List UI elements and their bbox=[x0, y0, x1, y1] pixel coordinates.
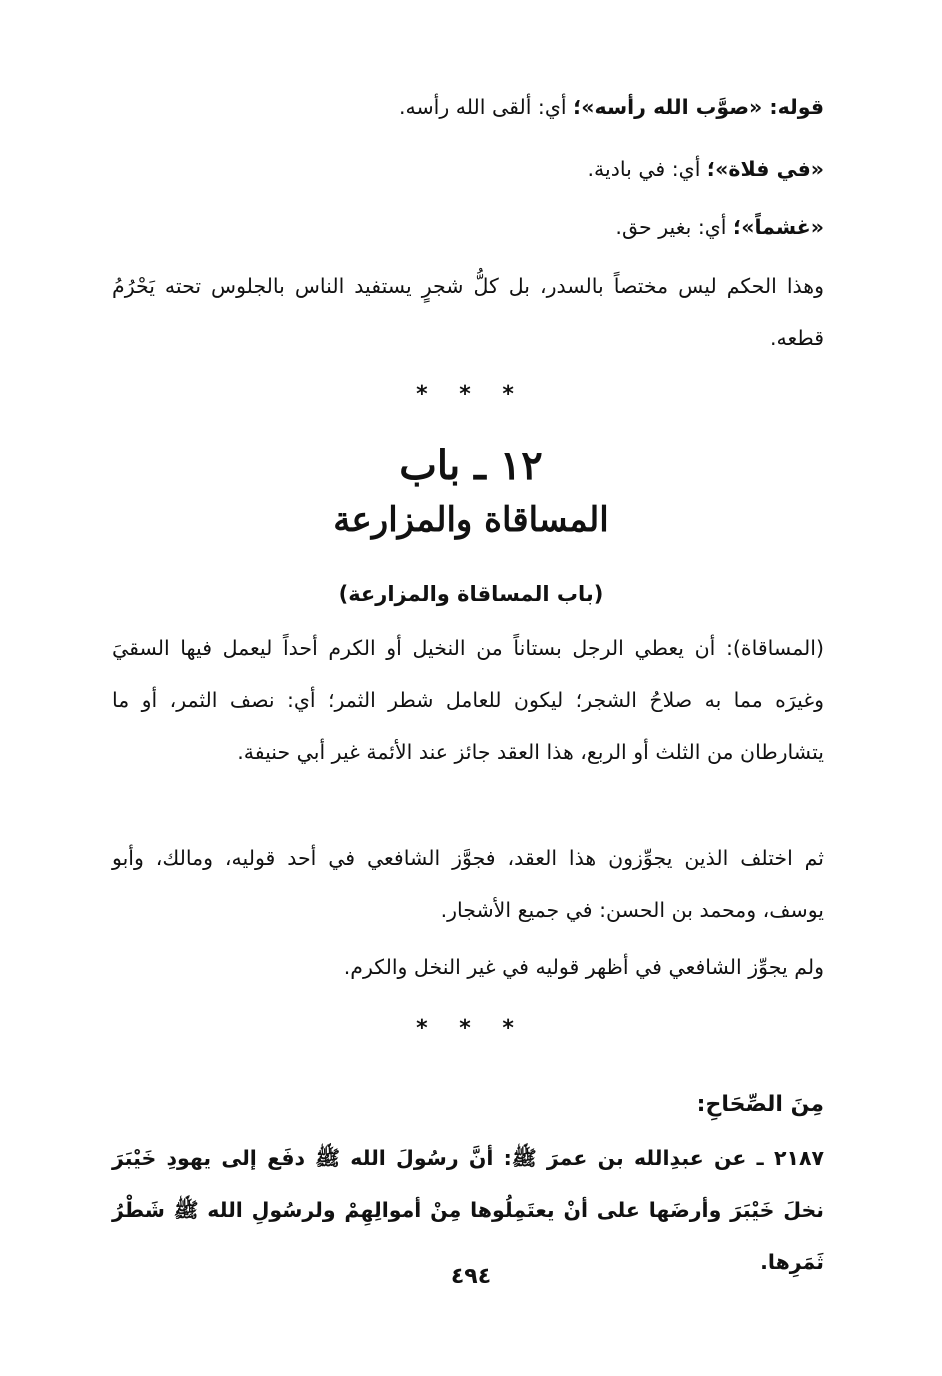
chapter-title: المساقاة والمزارعة bbox=[333, 500, 609, 540]
quoted-term: «في فلاة»؛ bbox=[706, 157, 824, 181]
hadith-text: ٢١٨٧ ـ عن عبدِالله بن عمرَ ﷺ: أنَّ رسُولَ الله ﷺ دفَع إلى يهودِ خَيْبَرَ نخلَ خَيْبَرَ وأرضَها على أنْ يعتَمِلُوها مِنْ أموالِهِمْ ولرسُولِ الله ﷺ شَطْرُ ثَمَرِها. bbox=[112, 1146, 824, 1274]
body-paragraph-2: ثم اختلف الذين يجوِّزون هذا العقد، فجوَّز الشافعي في أحد قوليه، ومالك، وأبو يوسف، ومحمد بن الحسن: في جميع الأشجار. bbox=[112, 846, 824, 922]
commentary-paragraph: وهذا الحكم ليس مختصاً بالسدر، بل كلُّ شجرٍ يستفيد الناس بالجلوس تحته يَحْرُمُ قطعه. bbox=[112, 274, 824, 350]
separator-stars: * * * bbox=[416, 1016, 526, 1041]
body-paragraph-1: (المساقاة): أن يعطي الرجل بستاناً من النخيل أو الكرم أحداً ليعمل فيها السقيَ وغيرَه مما به صلاحُ الشجر؛ ليكون للعامل شطر الثمر؛ أي: نصف الثمر، أو ما يتشارطان من الثلث أو الربع، هذا العقد جائز عند الأئمة غير أبي حنيفة. bbox=[112, 636, 824, 764]
body-paragraph-3: ولم يجوِّز الشافعي في أظهر قوليه في غير النخل والكرم. bbox=[343, 955, 824, 979]
commentary-line-2 bbox=[588, 154, 824, 184]
chapter-number: ١٢ ـ باب bbox=[399, 442, 543, 489]
section-heading: مِنَ الصِّحَاحِ: bbox=[696, 1092, 824, 1117]
explanation: أي: ألقى الله رأسه. bbox=[398, 95, 574, 119]
quoted-term: قوله: «صوَّب الله رأسه»؛ bbox=[573, 95, 824, 119]
separator-stars: * * * bbox=[416, 382, 526, 407]
quoted-term: «غشماً»؛ bbox=[733, 215, 824, 239]
chapter-subtitle: (باب المساقاة والمزارعة) bbox=[338, 582, 604, 606]
commentary-line-1 bbox=[399, 92, 824, 122]
page-number: ٤٩٤ bbox=[450, 1264, 492, 1289]
explanation: أي: في بادية. bbox=[587, 157, 707, 181]
commentary-line-3 bbox=[615, 212, 824, 242]
explanation: أي: بغير حق. bbox=[615, 215, 733, 239]
